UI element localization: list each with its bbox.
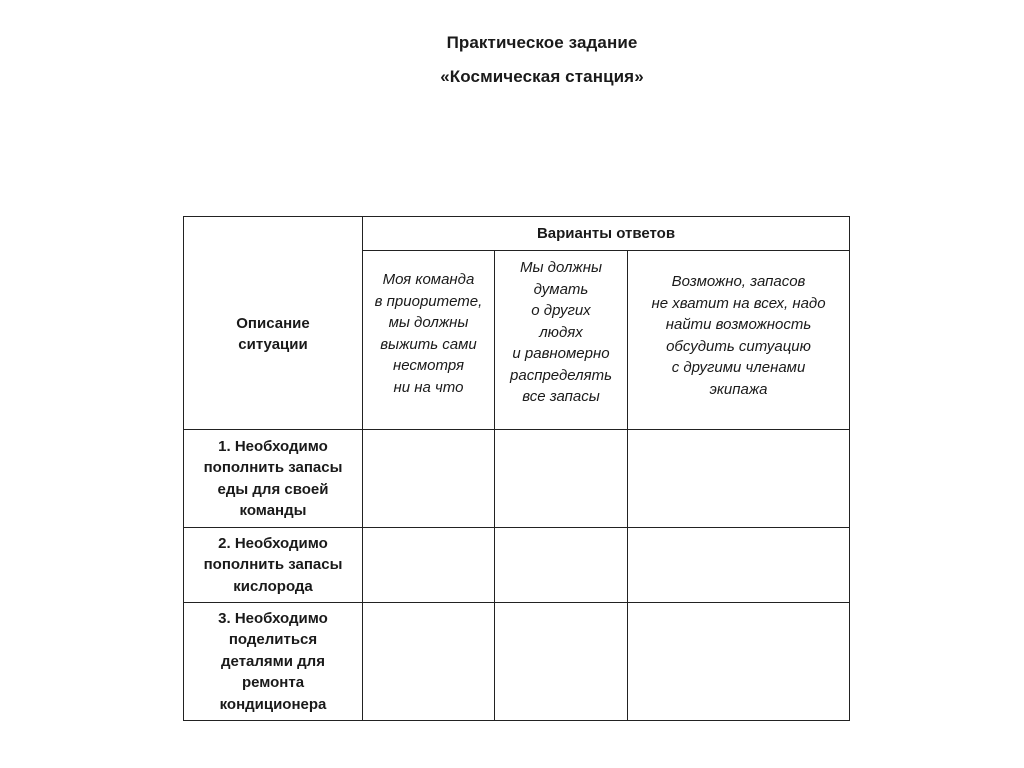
situation-3: 3. Необходимо поделиться деталями для ремонта кондиционера xyxy=(184,603,363,721)
answer-cell-1-2[interactable] xyxy=(495,430,628,528)
page-title-line-1: Практическое задание xyxy=(446,33,638,52)
table-row xyxy=(184,430,850,528)
table-header-row xyxy=(184,217,850,251)
answer-cell-3-2[interactable] xyxy=(495,603,628,721)
option-share-equally: Мы должны думать о других людях и равномерно распределять все запасы xyxy=(495,251,628,430)
table-row xyxy=(184,528,850,603)
page-title-line-2: «Космическая станция» xyxy=(440,67,644,86)
option-team-priority: Моя команда в приоритете, мы должны выжить сами несмотря ни на что xyxy=(363,251,495,430)
situation-1: 1. Необходимо пополнить запасы еды для своей команды xyxy=(184,430,363,528)
task-table xyxy=(183,216,850,721)
answer-cell-1-1[interactable] xyxy=(363,430,495,528)
situation-column-header xyxy=(184,217,363,430)
answer-cell-2-3[interactable] xyxy=(628,528,850,603)
answer-cell-2-1[interactable] xyxy=(363,528,495,603)
answer-cell-3-1[interactable] xyxy=(363,603,495,721)
answer-cell-1-3[interactable] xyxy=(628,430,850,528)
variants-header: Варианты ответов xyxy=(363,217,850,251)
option-discuss-with-crew: Возможно, запасов не хватит на всех, надо найти возможность обсудить ситуацию с другими членами экипажа xyxy=(628,251,850,430)
table-row xyxy=(184,603,850,721)
situation-2: 2. Необходимо пополнить запасы кислорода xyxy=(184,528,363,603)
answer-cell-2-2[interactable] xyxy=(495,528,628,603)
answer-cell-3-3[interactable] xyxy=(628,603,850,721)
situation-column-header-label: Описание ситуации xyxy=(236,314,310,353)
